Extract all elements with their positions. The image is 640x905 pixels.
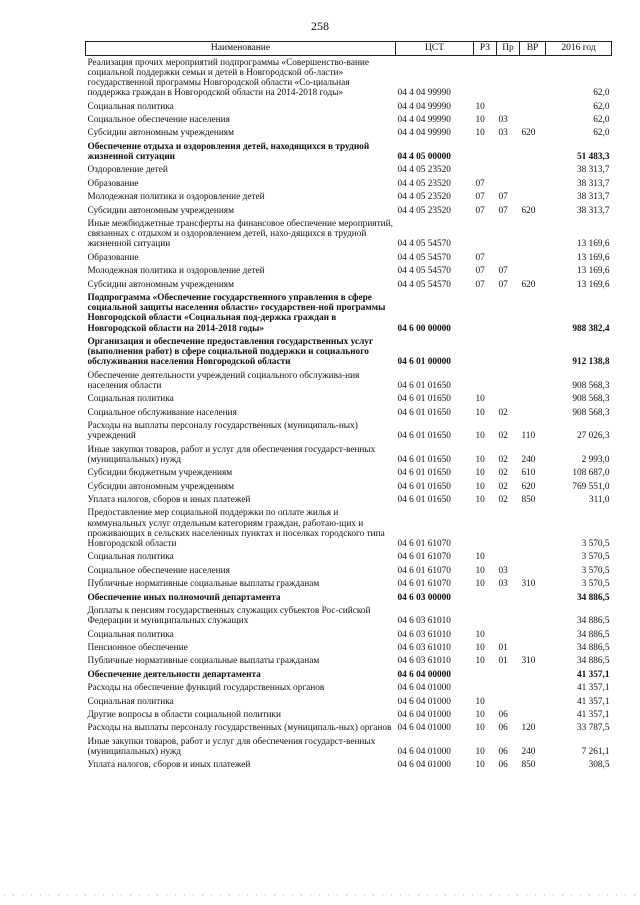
page-number: 258 bbox=[311, 19, 329, 33]
row-sum: 13 169,6 bbox=[576, 266, 610, 277]
table-row bbox=[86, 551, 612, 564]
row-pr: 06 bbox=[498, 723, 508, 734]
row-cst: 04 6 04 01000 bbox=[397, 696, 451, 707]
row-pr bbox=[497, 164, 520, 177]
table-row bbox=[86, 591, 612, 604]
row-rz: 10 bbox=[475, 656, 485, 667]
row-rz bbox=[474, 604, 497, 628]
row-cst: 04 4 05 23520 bbox=[397, 178, 451, 189]
row-rz: 10 bbox=[475, 114, 485, 125]
row-cst: 04 6 01 01650 bbox=[397, 495, 451, 506]
row-name: Уплата налогов, сборов и иных платежей bbox=[87, 495, 251, 506]
table-row bbox=[86, 735, 612, 759]
table-row bbox=[86, 278, 612, 291]
row-pr bbox=[497, 100, 520, 113]
row-cst: 04 6 01 00000 bbox=[397, 357, 451, 368]
row-pr: 06 bbox=[498, 746, 508, 757]
row-rz: 07 bbox=[475, 178, 485, 189]
row-name: Предоставление мер социальной поддержки по оплате жилья и коммунальных услуг отдельным категориям граждан, работаю-щих и проживающих в сельских населенных пунктах и поселках городского типа Новгородской области bbox=[87, 508, 385, 550]
table-row bbox=[86, 641, 612, 654]
row-rz: 10 bbox=[475, 101, 485, 112]
row-cst: 04 6 03 61010 bbox=[397, 616, 451, 627]
row-name: Уплата налогов, сборов и иных платежей bbox=[87, 760, 251, 771]
row-name: Образование bbox=[87, 252, 139, 263]
row-pr bbox=[497, 335, 520, 369]
table-row bbox=[86, 443, 612, 467]
row-rz bbox=[474, 217, 497, 251]
row-vr: 310 bbox=[521, 656, 536, 667]
row-cst: 04 6 04 01000 bbox=[397, 683, 451, 694]
table-row bbox=[86, 695, 612, 708]
row-name: Организация и обеспечение предоставления государственных услуг (выполнения работ) в сфере социальной поддержки и социального обслуживания населения Новгородской области bbox=[87, 336, 374, 368]
row-name: Доплаты к пенсиям государственных служащих субъектов Рос-сийской Федерации и муниципальных служащих bbox=[87, 605, 371, 627]
row-sum: 912 138,8 bbox=[572, 357, 610, 368]
row-cst: 04 6 04 01000 bbox=[397, 709, 451, 720]
row-vr bbox=[520, 641, 546, 654]
row-vr bbox=[520, 140, 546, 164]
row-rz bbox=[474, 140, 497, 164]
row-sum: 34 886,5 bbox=[576, 629, 610, 640]
header-name: Наименование bbox=[86, 42, 396, 56]
row-pr bbox=[497, 291, 520, 335]
row-rz bbox=[474, 56, 497, 101]
row-pr: 06 bbox=[498, 760, 508, 771]
row-name: Иные закупки товаров, работ и услуг для обеспечения государст-венных (муниципальных) нужд bbox=[87, 444, 376, 465]
row-cst: 04 4 05 54570 bbox=[397, 266, 451, 277]
table-row bbox=[86, 628, 612, 641]
row-cst: 04 6 03 00000 bbox=[397, 592, 451, 603]
row-pr: 03 bbox=[498, 565, 508, 576]
row-rz: 10 bbox=[475, 552, 485, 563]
row-cst: 04 4 05 54570 bbox=[397, 252, 451, 263]
table-row bbox=[86, 251, 612, 264]
table-row bbox=[86, 467, 612, 480]
row-cst: 04 4 04 99990 bbox=[397, 128, 451, 139]
row-name: Субсидии автономным учреждениям bbox=[87, 481, 234, 492]
row-rz: 10 bbox=[475, 431, 485, 442]
row-cst: 04 6 01 01650 bbox=[397, 481, 451, 492]
row-cst: 04 6 04 00000 bbox=[397, 669, 451, 680]
row-rz: 10 bbox=[475, 454, 485, 465]
row-pr bbox=[497, 140, 520, 164]
row-vr bbox=[520, 628, 546, 641]
row-vr bbox=[520, 265, 546, 278]
row-sum: 13 169,6 bbox=[576, 239, 610, 250]
row-pr: 02 bbox=[498, 468, 508, 479]
table-row bbox=[86, 56, 612, 101]
row-name: Расходы на выплаты персоналу государственных (муниципаль-ных) органов bbox=[87, 723, 392, 734]
row-name: Социальная политика bbox=[87, 696, 174, 707]
row-pr bbox=[497, 393, 520, 406]
row-cst: 04 6 01 01650 bbox=[397, 407, 451, 418]
row-cst: 04 4 05 23520 bbox=[397, 205, 451, 216]
row-name: Пенсионное обеспечение bbox=[87, 642, 188, 653]
row-vr bbox=[520, 564, 546, 577]
row-sum: 3 570,5 bbox=[581, 579, 610, 590]
row-pr: 01 bbox=[498, 642, 508, 653]
row-vr bbox=[520, 291, 546, 335]
row-pr: 02 bbox=[498, 407, 508, 418]
row-name: Социальное обеспечение населения bbox=[87, 114, 230, 125]
budget-table bbox=[85, 41, 612, 772]
row-vr bbox=[520, 177, 546, 190]
row-sum: 38 313,7 bbox=[576, 205, 610, 216]
row-sum: 13 169,6 bbox=[576, 279, 610, 290]
row-cst: 04 4 05 00000 bbox=[397, 151, 451, 162]
row-sum: 908 568,3 bbox=[572, 380, 610, 391]
row-vr bbox=[520, 406, 546, 419]
table-row bbox=[86, 113, 612, 126]
row-name: Молодежная политика и оздоровление детей bbox=[87, 192, 265, 203]
row-cst: 04 6 03 61010 bbox=[397, 642, 451, 653]
row-vr bbox=[520, 551, 546, 564]
row-sum: 62,0 bbox=[593, 114, 610, 125]
table-row bbox=[86, 164, 612, 177]
row-rz: 10 bbox=[475, 565, 485, 576]
row-cst: 04 4 05 23520 bbox=[397, 165, 451, 176]
scan-artifact-dots bbox=[0, 893, 640, 897]
row-vr: 850 bbox=[521, 760, 536, 771]
row-vr bbox=[520, 217, 546, 251]
row-vr: 120 bbox=[521, 723, 536, 734]
row-name: Субсидии автономным учреждениям bbox=[87, 205, 234, 216]
row-pr bbox=[497, 369, 520, 393]
row-cst: 04 6 04 01000 bbox=[397, 760, 451, 771]
row-sum: 34 886,5 bbox=[576, 592, 610, 603]
row-sum: 38 313,7 bbox=[576, 165, 610, 176]
row-cst: 04 4 04 99990 bbox=[397, 101, 451, 112]
table-row bbox=[86, 335, 612, 369]
row-pr: 07 bbox=[498, 266, 508, 277]
row-rz: 10 bbox=[475, 709, 485, 720]
row-cst: 04 6 04 01000 bbox=[397, 723, 451, 734]
row-sum: 34 886,5 bbox=[576, 616, 610, 627]
row-sum: 311,0 bbox=[588, 495, 610, 506]
row-pr bbox=[497, 682, 520, 695]
table-row bbox=[86, 191, 612, 204]
row-vr bbox=[520, 668, 546, 681]
table-header-row bbox=[86, 42, 612, 56]
header-vr: ВР bbox=[520, 42, 546, 56]
row-rz bbox=[474, 682, 497, 695]
row-sum: 3 570,5 bbox=[581, 552, 610, 563]
table-row bbox=[86, 604, 612, 628]
row-name: Социальное обслуживание населения bbox=[87, 407, 237, 418]
row-name: Другие вопросы в области социальной политики bbox=[87, 709, 281, 720]
row-cst: 04 6 00 00000 bbox=[397, 323, 451, 334]
row-rz: 10 bbox=[475, 481, 485, 492]
row-rz: 10 bbox=[475, 579, 485, 590]
table-row bbox=[86, 177, 612, 190]
row-sum: 27 026,3 bbox=[576, 431, 610, 442]
row-sum: 988 382,4 bbox=[572, 323, 610, 334]
row-pr bbox=[497, 177, 520, 190]
row-vr bbox=[520, 604, 546, 628]
row-name: Публичные нормативные социальные выплаты гражданам bbox=[87, 656, 320, 667]
row-vr bbox=[520, 591, 546, 604]
row-name: Социальная политика bbox=[87, 394, 174, 405]
row-name: Оздоровление детей bbox=[87, 165, 168, 176]
table-row bbox=[86, 507, 612, 551]
row-pr: 03 bbox=[498, 114, 508, 125]
row-rz: 10 bbox=[475, 407, 485, 418]
row-name: Субсидии бюджетным учреждениям bbox=[87, 468, 233, 479]
table-row bbox=[86, 682, 612, 695]
row-vr bbox=[520, 164, 546, 177]
row-vr: 620 bbox=[521, 481, 536, 492]
row-name: Субсидии автономным учреждениям bbox=[87, 279, 234, 290]
table-row bbox=[86, 759, 612, 772]
row-vr: 240 bbox=[521, 746, 536, 757]
row-cst: 04 4 05 54570 bbox=[397, 239, 451, 250]
row-pr: 07 bbox=[498, 205, 508, 216]
table-row bbox=[86, 578, 612, 591]
row-sum: 38 313,7 bbox=[576, 192, 610, 203]
row-rz bbox=[474, 369, 497, 393]
row-cst: 04 6 03 61010 bbox=[397, 656, 451, 667]
table-row bbox=[86, 140, 612, 164]
row-vr: 620 bbox=[521, 128, 536, 139]
row-rz: 10 bbox=[475, 128, 485, 139]
row-sum: 3 570,5 bbox=[581, 539, 610, 550]
row-pr: 02 bbox=[498, 481, 508, 492]
row-rz: 10 bbox=[475, 746, 485, 757]
row-cst: 04 6 01 01650 bbox=[397, 380, 451, 391]
row-rz: 07 bbox=[475, 252, 485, 263]
row-rz: 07 bbox=[475, 279, 485, 290]
row-name: Обеспечение деятельности учреждений социального обслужива-ния населения области bbox=[87, 370, 360, 391]
row-name: Расходы на обеспечение функций государственных органов bbox=[87, 683, 325, 694]
row-pr bbox=[497, 507, 520, 551]
row-pr: 07 bbox=[498, 192, 508, 203]
row-vr bbox=[520, 251, 546, 264]
table-row bbox=[86, 406, 612, 419]
row-name: Социальная политика bbox=[87, 101, 174, 112]
row-rz: 10 bbox=[475, 394, 485, 405]
row-vr: 310 bbox=[521, 579, 536, 590]
row-sum: 2 993,0 bbox=[581, 454, 610, 465]
row-sum: 62,0 bbox=[593, 101, 610, 112]
row-sum: 41 357,1 bbox=[576, 696, 610, 707]
row-name: Расходы на выплаты персоналу государственных (муниципаль-ных) учреждений bbox=[87, 421, 358, 442]
row-cst: 04 4 04 99990 bbox=[397, 114, 451, 125]
row-pr bbox=[497, 56, 520, 101]
row-cst: 04 6 01 01650 bbox=[397, 431, 451, 442]
row-sum: 41 357,1 bbox=[576, 683, 610, 694]
row-name: Образование bbox=[87, 178, 139, 189]
row-sum: 7 261,1 bbox=[581, 746, 610, 757]
table-row bbox=[86, 708, 612, 721]
row-pr bbox=[497, 551, 520, 564]
row-sum: 34 886,5 bbox=[576, 642, 610, 653]
row-name: Социальное обеспечение населения bbox=[87, 565, 230, 576]
row-name: Обеспечение иных полномочий департамента bbox=[87, 592, 281, 603]
row-sum: 41 357,1 bbox=[576, 669, 610, 680]
table-row bbox=[86, 217, 612, 251]
table-row bbox=[86, 100, 612, 113]
row-sum: 769 551,0 bbox=[572, 481, 610, 492]
row-pr bbox=[497, 251, 520, 264]
row-sum: 33 787,5 bbox=[576, 723, 610, 734]
row-vr bbox=[520, 191, 546, 204]
row-pr bbox=[497, 604, 520, 628]
row-cst: 04 6 01 61070 bbox=[397, 565, 451, 576]
row-vr: 620 bbox=[521, 205, 536, 216]
row-sum: 62,0 bbox=[593, 128, 610, 139]
row-pr bbox=[497, 217, 520, 251]
row-name: Субсидии автономным учреждениям bbox=[87, 128, 234, 139]
table-row bbox=[86, 722, 612, 735]
row-pr: 06 bbox=[498, 709, 508, 720]
row-name: Социальная политика bbox=[87, 552, 174, 563]
row-pr bbox=[497, 695, 520, 708]
row-sum: 3 570,5 bbox=[581, 565, 610, 576]
row-vr bbox=[520, 507, 546, 551]
row-pr: 02 bbox=[498, 431, 508, 442]
row-vr bbox=[520, 708, 546, 721]
row-cst: 04 6 01 61070 bbox=[397, 579, 451, 590]
table-row bbox=[86, 655, 612, 668]
header-rz: РЗ bbox=[474, 42, 497, 56]
table-row bbox=[86, 419, 612, 443]
row-rz: 07 bbox=[475, 205, 485, 216]
row-cst: 04 4 05 23520 bbox=[397, 192, 451, 203]
row-rz bbox=[474, 668, 497, 681]
row-vr bbox=[520, 695, 546, 708]
row-rz bbox=[474, 507, 497, 551]
table-row bbox=[86, 127, 612, 140]
row-name: Реализация прочих мероприятий подпрограммы «Совершенство-вание социальной поддержки семьи и детей в Новгородской об-ласти» государственной программы Новгородской области «Со-циальная поддержка граждан в Новгородской области на 2014-2018 годы» bbox=[87, 57, 370, 99]
row-cst: 04 6 01 61070 bbox=[397, 552, 451, 563]
row-cst: 04 6 01 61070 bbox=[397, 539, 451, 550]
row-name: Молодежная политика и оздоровление детей bbox=[87, 266, 265, 277]
row-rz: 10 bbox=[475, 696, 485, 707]
table-row bbox=[86, 493, 612, 506]
row-rz: 10 bbox=[475, 760, 485, 771]
row-vr bbox=[520, 56, 546, 101]
row-name: Иные межбюджетные трансферты на финансовое обеспечение мероприятий, связанных с отдыхом и оздоровлением детей, нахо-дящихся в трудной жизненной ситуации bbox=[87, 218, 393, 250]
header-cst: ЦСТ bbox=[396, 42, 474, 56]
row-vr bbox=[520, 335, 546, 369]
row-vr bbox=[520, 682, 546, 695]
row-name: Обеспечение деятельности департамента bbox=[87, 669, 261, 680]
header-pr: Пр bbox=[497, 42, 520, 56]
row-name: Подпрограмма «Обеспечение государственного управления в сфере социальной защиты населения области» государствен-ной программы Новгородской области «Социальная под-держка граждан в Новгородской области на 2014-2018 годы» bbox=[87, 292, 386, 334]
row-cst: 04 6 01 01650 bbox=[397, 454, 451, 465]
row-rz: 07 bbox=[475, 192, 485, 203]
row-rz: 10 bbox=[475, 468, 485, 479]
table-body bbox=[86, 56, 612, 773]
row-vr: 240 bbox=[521, 454, 536, 465]
row-sum: 34 886,5 bbox=[576, 656, 610, 667]
row-sum: 13 169,6 bbox=[576, 252, 610, 263]
row-rz: 10 bbox=[475, 629, 485, 640]
row-vr: 610 bbox=[521, 468, 536, 479]
row-rz: 10 bbox=[475, 723, 485, 734]
table-row bbox=[86, 204, 612, 217]
row-cst: 04 6 01 01650 bbox=[397, 468, 451, 479]
row-vr bbox=[520, 369, 546, 393]
row-sum: 908 568,3 bbox=[572, 407, 610, 418]
row-sum: 41 357,1 bbox=[576, 709, 610, 720]
row-vr bbox=[520, 100, 546, 113]
row-pr bbox=[497, 591, 520, 604]
row-rz: 10 bbox=[475, 495, 485, 506]
table-row bbox=[86, 291, 612, 335]
row-rz bbox=[474, 291, 497, 335]
row-pr: 02 bbox=[498, 495, 508, 506]
table-row bbox=[86, 480, 612, 493]
row-pr: 03 bbox=[498, 579, 508, 590]
row-name: Социальная политика bbox=[87, 629, 174, 640]
row-pr: 01 bbox=[498, 656, 508, 667]
header-sum: 2016 год bbox=[546, 42, 612, 56]
row-cst: 04 4 05 54570 bbox=[397, 279, 451, 290]
row-vr bbox=[520, 393, 546, 406]
row-sum: 908 568,3 bbox=[572, 394, 610, 405]
row-vr bbox=[520, 113, 546, 126]
row-vr: 620 bbox=[521, 279, 536, 290]
row-cst: 04 6 04 01000 bbox=[397, 746, 451, 757]
row-vr: 850 bbox=[521, 495, 536, 506]
row-sum: 108 687,0 bbox=[572, 468, 610, 479]
row-sum: 308,5 bbox=[588, 760, 610, 771]
row-sum: 38 313,7 bbox=[576, 178, 610, 189]
row-pr: 07 bbox=[498, 279, 508, 290]
row-rz bbox=[474, 164, 497, 177]
table-row bbox=[86, 369, 612, 393]
row-pr: 03 bbox=[498, 128, 508, 139]
row-cst: 04 6 01 01650 bbox=[397, 394, 451, 405]
row-rz bbox=[474, 591, 497, 604]
row-pr bbox=[497, 628, 520, 641]
row-pr: 02 bbox=[498, 454, 508, 465]
row-sum: 62,0 bbox=[593, 88, 610, 99]
row-vr: 110 bbox=[521, 431, 536, 442]
row-cst: 04 4 04 99990 bbox=[397, 88, 451, 99]
row-name: Иные закупки товаров, работ и услуг для обеспечения государст-венных (муниципальных) нужд bbox=[87, 736, 376, 757]
row-name: Обеспечение отдыха и оздоровления детей, находящихся в трудной жизненной ситуации bbox=[87, 141, 370, 162]
table-row bbox=[86, 393, 612, 406]
row-cst: 04 6 03 61010 bbox=[397, 629, 451, 640]
row-rz: 10 bbox=[475, 642, 485, 653]
row-sum: 51 483,3 bbox=[576, 151, 610, 162]
table-row bbox=[86, 668, 612, 681]
row-pr bbox=[497, 668, 520, 681]
row-rz bbox=[474, 335, 497, 369]
table-row bbox=[86, 564, 612, 577]
row-rz: 07 bbox=[475, 266, 485, 277]
row-name: Публичные нормативные социальные выплаты гражданам bbox=[87, 579, 320, 590]
table-row bbox=[86, 265, 612, 278]
